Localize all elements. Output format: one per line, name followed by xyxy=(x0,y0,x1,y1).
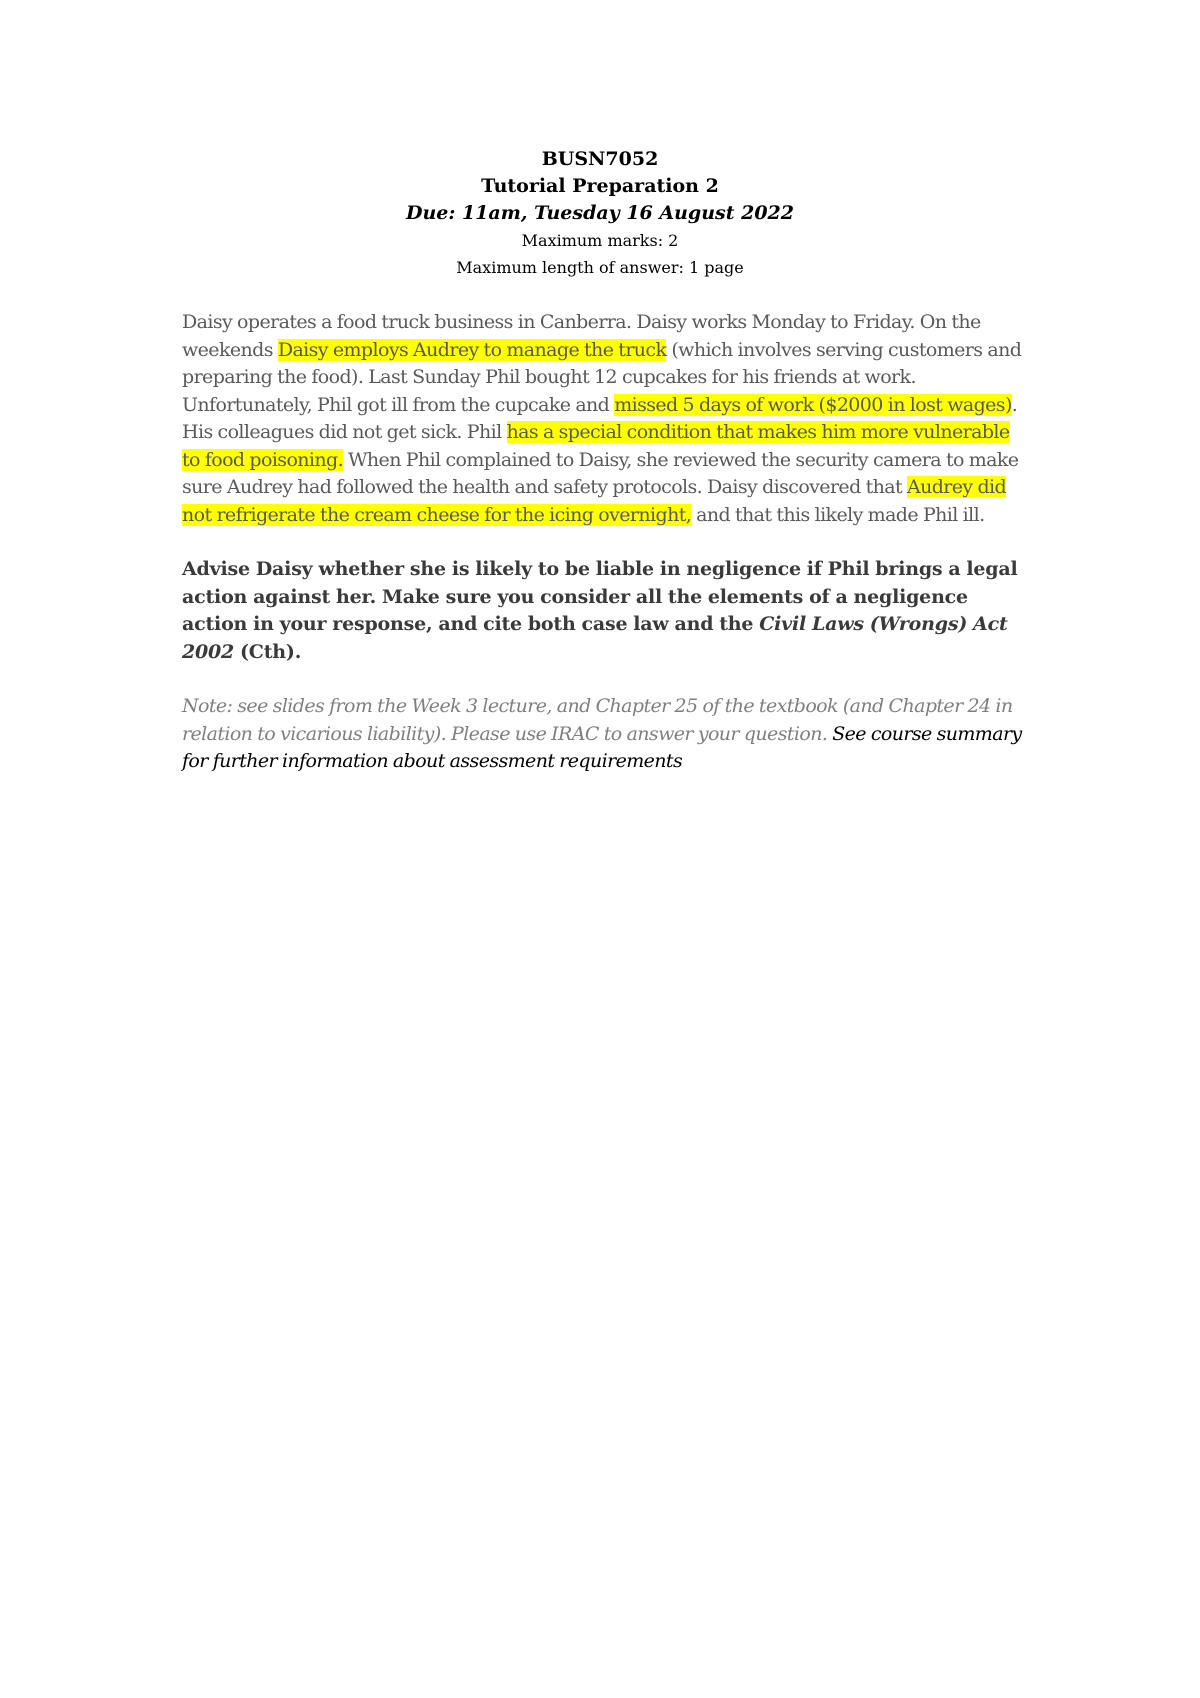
scenario-text: When Phil complained to Daisy, she reviewed the security camera to make sure Audrey had followed the health and safety protocols. Daisy discovered that xyxy=(182,448,1019,498)
document-header xyxy=(0,146,1200,281)
document-body xyxy=(182,309,1032,776)
document-title: Tutorial Preparation 2 xyxy=(481,175,719,197)
due-date: Due: 11am, Tuesday 16 August 2022 xyxy=(405,202,794,224)
task-text: (Cth). xyxy=(234,640,302,663)
scenario-text: Daisy operates a food truck business in Canberra. Daisy works Monday to Friday. On the weekends xyxy=(182,311,981,361)
course-code: BUSN7052 xyxy=(541,148,659,170)
note-requirements-text: See course summary for further information about assessment requirements xyxy=(182,722,1022,772)
note-paragraph xyxy=(182,693,1032,776)
act-title: Civil Laws (Wrongs) Act 2002 xyxy=(182,613,1008,663)
maximum-marks: Maximum marks: 2 xyxy=(521,231,679,250)
highlighted-text: missed 5 days of work ($2000 in lost wages) xyxy=(614,393,1012,416)
scenario-text: (which involves serving customers and preparing the food). Last Sunday Phil bought 12 cupcakes for his friends at work. Unfortunately, Phil got ill from the cupcake and xyxy=(182,338,1022,416)
highlighted-text: Daisy employs Audrey to manage the truck xyxy=(277,338,667,361)
note-text: Note: see slides from the Week 3 lecture, and Chapter 25 of the textbook (and Chapter 24 in relation to vicarious liability). Please use IRAC to answer your question. xyxy=(182,695,1013,745)
task-paragraph xyxy=(182,556,1032,666)
maximum-length: Maximum length of answer: 1 page xyxy=(456,258,744,277)
highlighted-text: Audrey did not refrigerate the cream cheese for the icing overnight, xyxy=(182,476,1007,526)
scenario-text: . His colleagues did not get sick. Phil xyxy=(182,393,1018,443)
scenario-paragraph xyxy=(182,309,1032,529)
highlighted-text: has a special condition that makes him more vulnerable to food poisoning. xyxy=(182,421,1010,471)
task-text: Advise Daisy whether she is likely to be liable in negligence if Phil brings a legal action against her. Make sure you consider all the elements of a negligence action in your response, and cite both case law and the xyxy=(182,558,1018,635)
scenario-text: and that this likely made Phil ill. xyxy=(691,503,985,526)
